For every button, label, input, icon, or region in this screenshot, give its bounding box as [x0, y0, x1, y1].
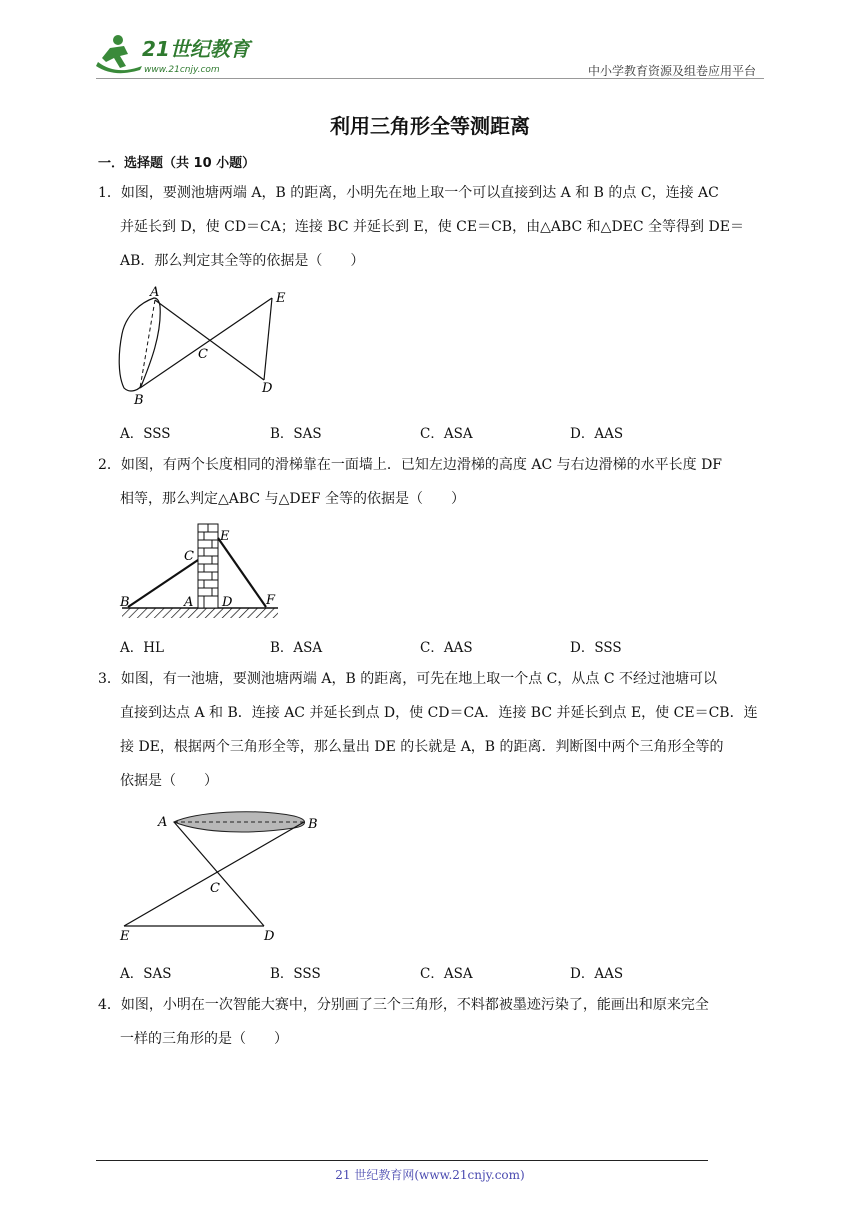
label-e: E	[120, 929, 130, 944]
question-3-line-4: 依据是（ ）	[120, 773, 218, 789]
question-3-options	[120, 962, 720, 982]
question-4-line-2: 一样的三角形的是（ ）	[120, 1031, 288, 1047]
label-d: D	[262, 381, 273, 396]
page-header	[96, 32, 764, 78]
option-a[interactable]: A．HL	[120, 640, 164, 656]
question-1-figure	[112, 284, 298, 410]
section-heading: 一．选择题（共 10 小题）	[98, 156, 256, 171]
question-3	[98, 662, 766, 798]
option-a[interactable]: A．SSS	[120, 426, 171, 442]
site-logo	[96, 32, 266, 76]
option-b[interactable]: B．SAS	[270, 426, 322, 442]
option-c[interactable]: C．AAS	[420, 640, 473, 656]
question-2	[98, 448, 766, 516]
question-2-figure	[116, 520, 282, 624]
footer-divider	[96, 1160, 708, 1161]
question-3-line-1: 3．如图，有一池塘，要测池塘两端 A，B 的距离，可先在地上取一个点 C，从点 C 不经过池塘可以	[98, 671, 717, 687]
question-1-line-1: 1．如图，要测池塘两端 A，B 的距离，小明先在地上取一个可以直接到达 A 和 B 的点 C，连接 AC	[98, 185, 719, 201]
brick-wall	[198, 524, 218, 608]
ground-hatch	[122, 608, 278, 618]
question-2-line-1: 2．如图，有两个长度相同的滑梯靠在一面墙上．已知左边滑梯的高度 AC 与右边滑梯的水平长度 DF	[98, 457, 723, 473]
question-1-line-2: 并延长到 D，使 CD＝CA；连接 BC 并延长到 E，使 CE＝CB，由△ABC 和△DEC 全等得到 DE＝	[120, 219, 744, 235]
label-c: C	[184, 549, 194, 564]
logo-text: 21世纪教育	[142, 37, 250, 61]
option-c[interactable]: C．ASA	[420, 966, 473, 982]
label-c: C	[210, 881, 220, 896]
label-f: F	[266, 593, 276, 608]
question-3-line-2: 直接到达点 A 和 B．连接 AC 并延长到点 D，使 CD＝CA．连接 BC 并延长到点 E，使 CE＝CB．连	[120, 705, 758, 721]
question-2-line-2: 相等，那么判定△ABC 与△DEF 全等的依据是（ ）	[120, 491, 465, 507]
pond-dashed-ab	[140, 300, 155, 388]
runner-icon	[96, 35, 142, 73]
label-d: D	[264, 929, 275, 944]
label-b: B	[134, 393, 144, 408]
header-divider	[96, 78, 764, 79]
logo-url: www.21cnjy.com	[144, 65, 220, 75]
platform-name: 中小学教育资源及组卷应用平台	[587, 64, 756, 78]
page-title: 利用三角形全等测距离	[330, 114, 530, 138]
question-4	[98, 988, 766, 1056]
label-a: A	[158, 815, 168, 830]
question-4-line-1: 4．如图，小明在一次智能大赛中，分别画了三个三角形，不料都被墨迹污染了，能画出和原来完全	[98, 997, 709, 1013]
segment-ad	[174, 822, 264, 926]
option-a[interactable]: A．SAS	[120, 966, 172, 982]
option-d[interactable]: D．AAS	[570, 426, 624, 442]
page-footer: 21 世纪教育网(www.21cnjy.com)	[335, 1168, 525, 1182]
option-b[interactable]: B．ASA	[270, 640, 323, 656]
question-1-options	[120, 422, 720, 442]
option-c[interactable]: C．ASA	[420, 426, 473, 442]
option-d[interactable]: D．AAS	[570, 966, 624, 982]
pond-outline	[119, 298, 160, 391]
question-2-options	[120, 636, 720, 656]
label-b: B	[308, 817, 318, 832]
label-e: E	[220, 529, 230, 544]
question-1	[98, 176, 766, 278]
option-d[interactable]: D．SSS	[570, 640, 622, 656]
question-3-figure	[114, 806, 328, 946]
label-c: C	[198, 347, 208, 362]
label-e: E	[276, 291, 286, 306]
question-3-line-3: 接 DE，根据两个三角形全等，那么量出 DE 的长就是 A，B 的距离．判断图中两个三角形全等的	[120, 739, 724, 755]
question-1-line-3: AB．那么判定其全等的依据是（ ）	[120, 253, 365, 269]
segment-ed	[264, 298, 272, 380]
label-d: D	[222, 595, 233, 610]
segment-be	[124, 822, 304, 926]
label-b: B	[120, 595, 130, 610]
option-b[interactable]: B．SSS	[270, 966, 321, 982]
label-a: A	[150, 285, 160, 300]
label-a: A	[184, 595, 194, 610]
